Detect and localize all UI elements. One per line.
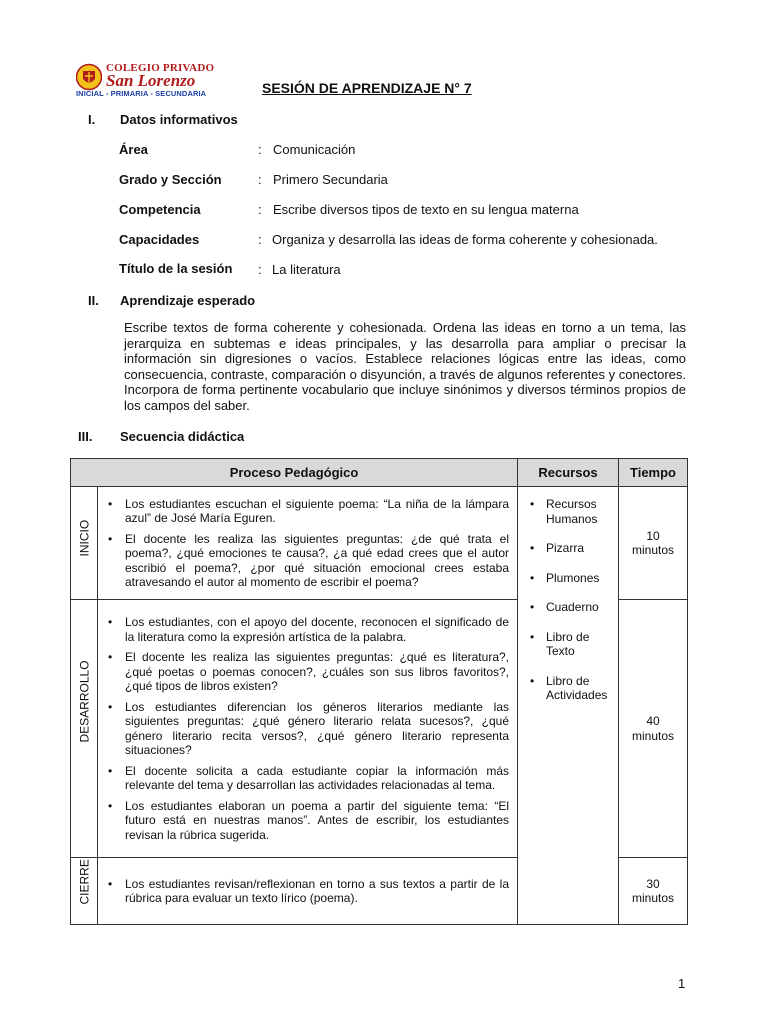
section-3-number: III. — [78, 429, 93, 444]
section-2-heading: Aprendizaje esperado — [120, 293, 256, 308]
resource-item: • Cuaderno — [518, 600, 614, 615]
section-3-heading: Secuencia didáctica — [120, 429, 245, 444]
time-cierre — [619, 858, 688, 925]
didactic-sequence-table — [70, 458, 688, 925]
phase-label-desarrollo: DESARROLLO — [77, 659, 92, 742]
time-unit: minutos — [631, 543, 675, 557]
logo-school-name: San Lorenzo — [106, 71, 196, 90]
info-value-grado: Primero Secundaria — [273, 172, 388, 187]
list-item: • Los estudiantes revisan/reflexionan en torno a sus textos a partir de la rúbrica para evaluar un texto lírico (poema). — [98, 877, 509, 906]
section-2-number: II. — [88, 293, 99, 308]
info-label-area: Área — [119, 142, 148, 157]
resource-item: • Pizarra — [518, 541, 614, 556]
time-unit: minutos — [631, 891, 675, 905]
info-colon: : — [258, 172, 262, 187]
info-colon: : — [258, 202, 262, 217]
section-1-heading: Datos informativos — [120, 112, 238, 127]
logo-levels: INICIAL - PRIMARIA - SECUNDARIA — [76, 89, 207, 98]
table-row-inicio — [71, 487, 688, 600]
list-item: • Los estudiantes, con el apoyo del docente, reconocen el significado de la literatura como la expresión artística de la palabra. — [98, 615, 509, 644]
expected-learning-text: Escribe textos de forma coherente y cohesionada. Ordena las ideas en torno a un tema, las jerarquiza en subtemas e ideas principales, y las desarrolla para ampliar o precisar la información sin digresiones o vacíos. Establece relaciones lógicas entre las ideas, como consecuencia, contraste, comparación o disyunción, a través de algunos referentes y conectores. Incorpora de forma pertinente vocabulario que incluye sinónimos y diversos términos propios de los campos del saber. — [124, 320, 686, 413]
list-item: • El docente les realiza las siguientes preguntas: ¿qué es literatura?, ¿qué poetas o poemas conocen?, ¿cuáles son sus libros favoritos?, ¿qué tipos de libros existen? — [98, 650, 509, 694]
time-unit: minutos — [631, 728, 675, 743]
info-label-competencia: Competencia — [119, 202, 201, 217]
school-logo — [76, 62, 236, 98]
time-value: 10 — [646, 528, 660, 543]
info-label-grado: Grado y Sección — [119, 172, 222, 187]
session-title: SESIÓN DE APRENDIZAJE N° 7 — [262, 80, 472, 96]
time-value: 30 — [646, 876, 660, 891]
logo-line-1: COLEGIO PRIVADO — [106, 62, 215, 74]
time-inicio — [619, 487, 688, 600]
list-item: • El docente les realiza las siguientes preguntas: ¿de qué trata el poema?, ¿qué emociones te causa?, ¿a qué edad crees que el autor escribió el poema?, ¿por qué situación emocional crees estaba atravesando el autor al momento de escribir el poema? — [98, 532, 509, 590]
info-value-titulo: La literatura — [272, 262, 341, 277]
info-value-capacidades: Organiza y desarrolla las ideas de forma coherente y cohesionada. — [272, 232, 658, 247]
header-process: Proceso Pedagógico — [71, 459, 518, 487]
resource-item: • Libro de Texto — [518, 630, 614, 659]
resource-item: • Libro de Actividades — [518, 674, 614, 703]
info-label-titulo: Título de la sesión — [119, 261, 233, 276]
phase-desarrollo-cell — [71, 600, 98, 858]
page-number: 1 — [678, 976, 686, 991]
time-value: 40 — [646, 714, 660, 728]
header-resources: Recursos — [518, 459, 619, 487]
list-item: • Los estudiantes escuchan el siguiente poema: “La niña de la lámpara azul” de José María Eguren. — [98, 497, 509, 526]
resources-cell — [518, 487, 619, 925]
process-inicio — [98, 487, 518, 600]
resource-item: • Recursos Humanos — [518, 497, 614, 526]
table-header-row — [71, 459, 688, 487]
phase-inicio-cell — [71, 487, 98, 600]
resource-item: • Plumones — [518, 571, 614, 586]
info-colon: : — [258, 262, 262, 277]
info-label-capacidades: Capacidades — [119, 232, 200, 247]
list-item: • El docente solicita a cada estudiante copiar la información más relevante del tema y desarrollan las actividades relacionadas al tema. — [98, 764, 509, 793]
info-colon: : — [258, 232, 262, 247]
list-item: • Los estudiantes elaboran un poema a partir del siguiente tema: “El futuro está en nuestras manos”. Antes de escribir, los estudiantes revisan la rúbrica sugerida. — [98, 799, 509, 843]
phase-label-cierre: CIERRE — [77, 859, 92, 905]
info-colon: : — [258, 142, 262, 157]
process-desarrollo — [98, 600, 518, 858]
phase-cierre-cell — [71, 858, 98, 925]
info-value-area: Comunicación — [273, 142, 356, 157]
time-desarrollo — [619, 600, 688, 858]
info-value-competencia: Escribe diversos tipos de texto en su lengua materna — [273, 202, 579, 217]
section-1-number: I. — [88, 112, 96, 127]
process-cierre — [98, 858, 518, 925]
crest-icon — [76, 63, 102, 91]
list-item: • Los estudiantes diferencian los géneros literarios mediante las siguientes preguntas: ¿qué género literario relata sucesos?, ¿qué género literario recita versos?, ¿qué género literario representa situaciones? — [98, 700, 509, 758]
phase-label-inicio: INICIO — [77, 519, 92, 557]
header-time: Tiempo — [619, 459, 688, 487]
